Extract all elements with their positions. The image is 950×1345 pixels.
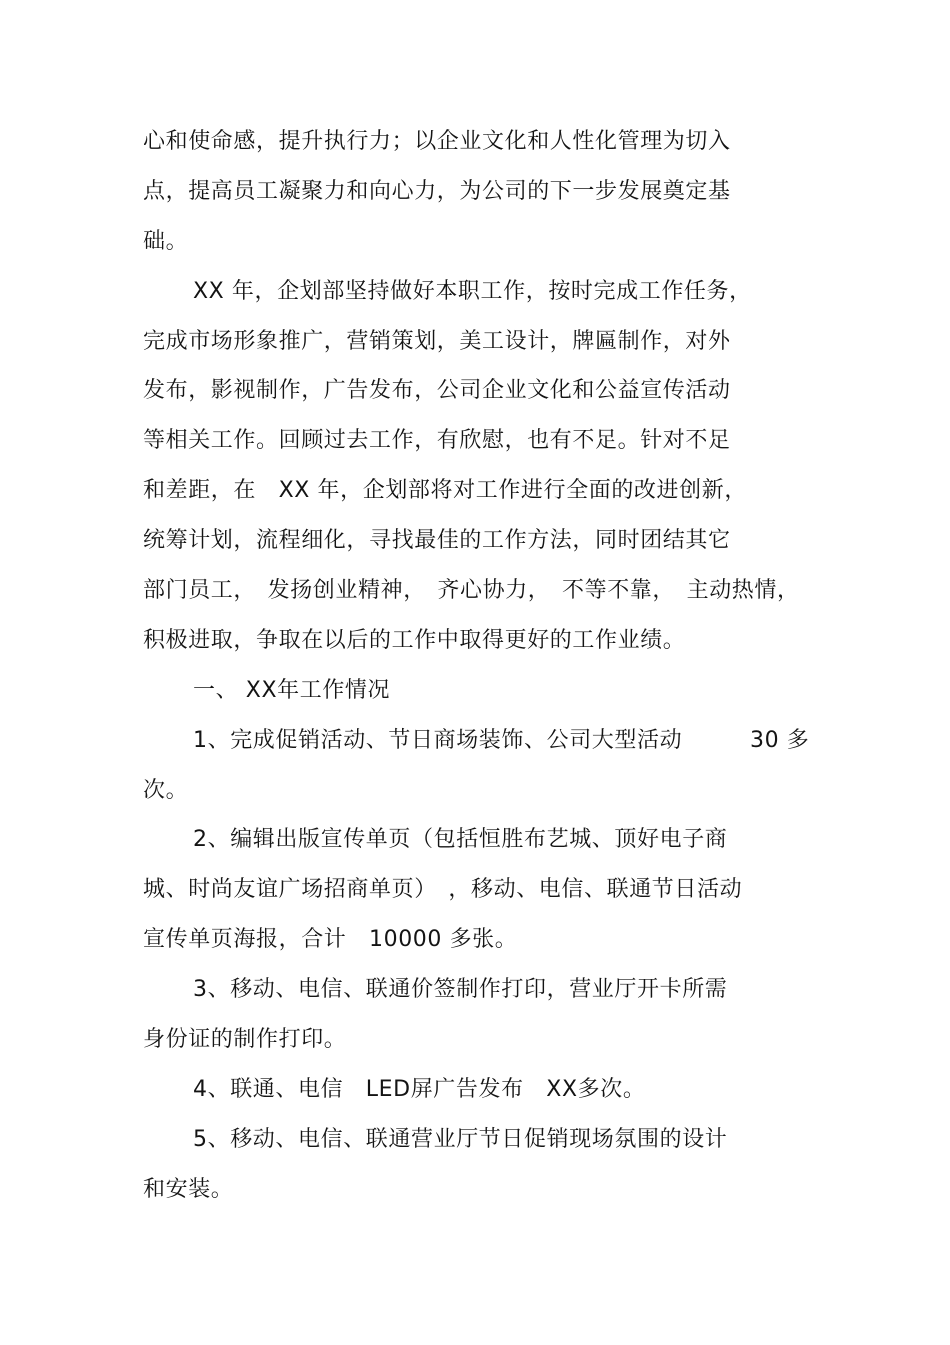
paragraph-first-line: XX 年，企划部坚持做好本职工作，按时完成工作任务， <box>193 279 752 304</box>
list-item-continuation: 次。 <box>143 778 189 803</box>
list-item-first-line: 4、联通、电信 LED屏广告发布 XX多次。 <box>193 1077 646 1102</box>
list-item-continuation: 宣传单页海报，合计 10000 多张。 <box>143 927 518 952</box>
body-text-line: 积极进取，争取在以后的工作中取得更好的工作业绩。 <box>143 628 686 653</box>
body-text-line: 发布，影视制作，广告发布，公司企业文化和公益宣传活动 <box>143 378 731 403</box>
body-text-line: 等相关工作。回顾过去工作，有欣慰，也有不足。针对不足 <box>143 428 731 453</box>
body-text-line: 心和使命感，提升执行力；以企业文化和人性化管理为切入 <box>143 129 731 154</box>
list-item-first-line: 3、移动、电信、联通价签制作打印，营业厅开卡所需 <box>193 977 728 1002</box>
list-item-first-line: 5、移动、电信、联通营业厅节日促销现场氛围的设计 <box>193 1127 728 1152</box>
section-heading: 一、 XX年工作情况 <box>193 678 391 703</box>
body-text-line: 点，提高员工凝聚力和向心力，为公司的下一步发展奠定基 <box>143 179 731 204</box>
list-item-continuation: 和安装。 <box>143 1177 234 1202</box>
list-item-continuation: 身份证的制作打印。 <box>143 1027 347 1052</box>
body-text-line: 础。 <box>143 229 189 254</box>
body-text-line: 统筹计划，流程细化，寻找最佳的工作方法，同时团结其它 <box>143 528 731 553</box>
list-item-first-line: 2、编辑出版宣传单页（包括恒胜布艺城、顶好电子商 <box>193 827 728 852</box>
body-text-line: 和差距，在 XX 年，企划部将对工作进行全面的改进创新， <box>143 478 747 503</box>
list-item-continuation: 城、时尚友谊广场招商单页） ，移动、电信、联通节日活动 <box>143 877 743 902</box>
body-text-line: 部门员工， 发扬创业精神， 齐心协力， 不等不靠， 主动热情， <box>143 578 800 603</box>
list-item-first-line: 1、完成促销活动、节日商场装饰、公司大型活动 30 多 <box>193 728 810 753</box>
body-text-line: 完成市场形象推广，营销策划，美工设计，牌匾制作，对外 <box>143 329 731 354</box>
